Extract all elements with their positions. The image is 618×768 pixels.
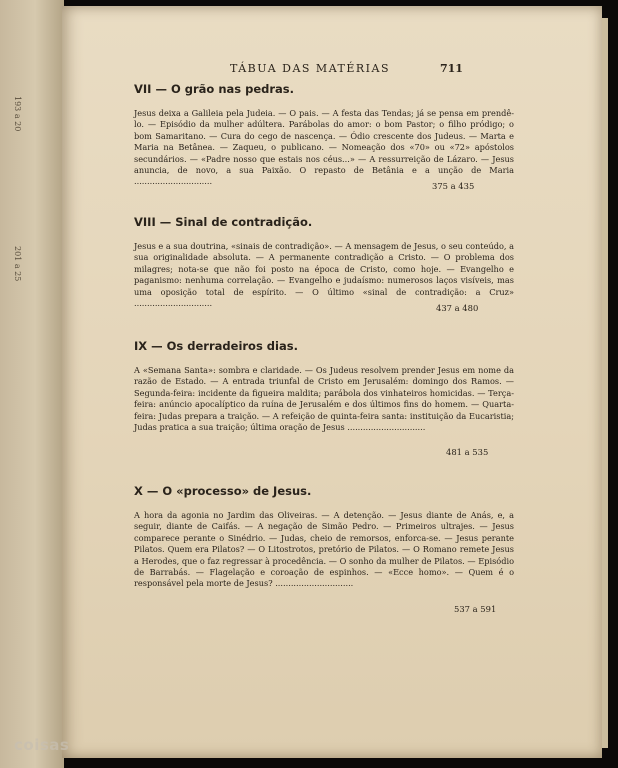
left-page-fragment: 201 a 25 <box>13 246 22 282</box>
section-title: X — O «processo» de Jesus. <box>134 484 312 498</box>
section-title: VII — O grão nas pedras. <box>134 82 295 96</box>
watermark-logo: coisas <box>14 736 70 754</box>
section-summary: Jesus e a sua doutrina, «sinais de contradição». — A mensagem de Jesus, o seu conteúdo, a sua originalidade absoluta. — A permanente contradição a Cristo. — O problema dos milagres; nota-se que não foi posto na época de Cristo, como hoje. — Evangelho e paganismo: nenhuma correlação. — Evangelho e judaísmo: numerosos laços visíveis, mas uma oposição total de espírito. — O último «sinal de contradição: a Cruz» .............................. <box>134 241 514 309</box>
page-range: 481 a 535 <box>446 447 489 457</box>
book-page <box>62 6 602 758</box>
section-vii <box>134 82 514 188</box>
page-edge <box>602 18 608 748</box>
section-summary: A «Semana Santa»: sombra e claridade. — Os Judeus resolvem prender Jesus em nome da razão de Estado. — A entrada triunfal de Cristo em Jerusalém: domingo dos Ramos. — Segunda-feira: incidente da figueira maldita; parábola dos vinhateiros homicidas. — Terça-feira: anúncio apocalíptico da ruína de Jerusalém e dos últimos fins do homem. — Quarta-feira: Judas prepara a traição. — A refeição de quinta-feira santa: instituição da Eucaristia; Judas pratica a sua traição; última oração de Jesus .............................. <box>134 365 514 433</box>
section-viii <box>134 215 514 309</box>
page-range: 437 a 480 <box>436 303 479 313</box>
section-summary: Jesus deixa a Galileia pela Judeia. — O pais. — A festa das Tendas; já se pensa em prendê-lo. — Episódio da mulher adúltera. Parábolas do amor: o bom Pastor; o filho pródigo; o bom Samaritano. — Cura do cego de nascença. — Ódio crescente dos Judeus. — Marta e Maria na Betânea. — Zaqueu, o publicano. — Nomeação dos «70» ou «72» apóstolos secundários. — «Padre nosso que estais nos céus...» — A ressurreição de Lázaro. — Jesus anuncia, de novo, a sua Paixão. O repasto de Betânia e a unção de Maria .............................. <box>134 108 514 187</box>
page-header-title: TÁBUA DAS MATÉRIAS <box>230 62 391 75</box>
section-summary: A hora da agonia no Jardim das Oliveiras. — A detenção. — Jesus diante de Anás, e, a seguir, diante de Caifás. — A negação de Simão Pedro. — Primeiros ultrajes. — Jesus comparece perante o Sinédrio. — Judas, cheio de remorsos, enforca-se. — Jesus perante Pilatos. Quem era Pilatos? — O Litostrotos, pretório de Pilatos. — O Romano remete Jesus a Herodes, que o faz regressar à procedência. — O sonho da mulher de Pilatos. — Episódio de Barrabás. — Flagelação e coroação de espinhos. — «Ecce homo». — Quem é o responsável pela morte de Jesus? .............................. <box>134 510 514 589</box>
page-number: 711 <box>440 62 463 75</box>
running-header <box>62 62 602 78</box>
section-title: IX — Os derradeiros dias. <box>134 339 298 353</box>
section-x <box>134 484 514 590</box>
section-ix <box>134 339 514 433</box>
page-range: 537 a 591 <box>454 604 497 614</box>
previous-page-edge <box>0 0 64 768</box>
page-range: 375 a 435 <box>432 181 475 191</box>
section-title: VIII — Sinal de contradição. <box>134 215 313 229</box>
left-page-fragment: 193 a 20 <box>13 96 22 132</box>
